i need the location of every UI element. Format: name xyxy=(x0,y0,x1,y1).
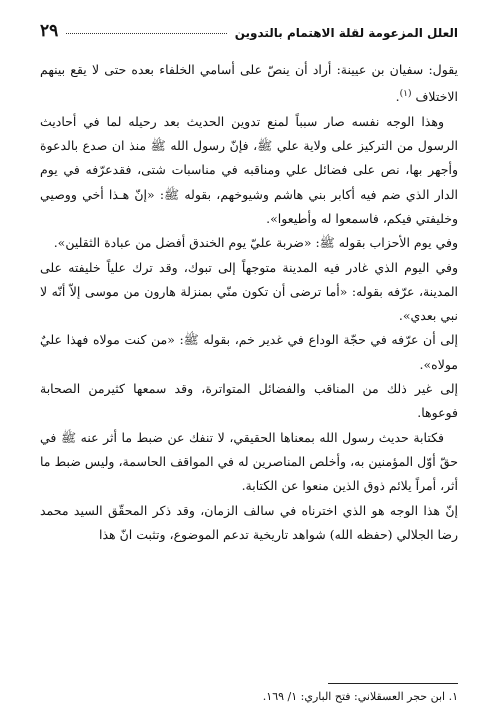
paragraph: إلى غير ذلك من المناقب والفضائل المتواترة، وقد سمعها كثيرمن الصحابة فوعوها. xyxy=(40,381,458,421)
paragraph: وفي يوم الأحزاب بقوله ﷺ: «ضربة عليّ يوم الخندق أفضل من عبادة الثقلين». xyxy=(53,235,458,251)
paragraph: إلى أن عرّفه في حجّة الوداع في غدير خم، بقوله ﷺ: «من كنت مولاه فهذا عليٌ مولاه». xyxy=(40,332,458,372)
page-number: ٢٩ xyxy=(40,21,59,41)
paragraph: يقول: سفيان بن عيينة: أراد أن ينصّ على أسامي الخلفاء بعده حتى لا يقع بينهم الاختلاف $^{(١)}$. xyxy=(40,62,458,105)
paragraph: فكتابة حديث رسول الله بمعناها الحقيقي، لا تنفك عن ضبط ما أثر عنه ﷺ في حقّ أوّل المؤمنين به، وأخلص المناصرين له في المواقف الحاسمة، وليس ضبط ما أثر، أمراً يلائم ذوق الذين منعوا عن الكتابة. xyxy=(40,429,458,494)
page-header xyxy=(40,14,458,40)
paragraph: إنّ هذا الوجه هو الذي اخترناه في سالف الزمان، وقد ذكر المحقّق السيد محمد رضا الجلالي (حفظه الله) شواهد تاريخية تدعم الموضوع، وتثبت انّ هذا xyxy=(40,502,458,542)
paragraph-text: يقول: سفيان بن عيينة: أراد أن ينصّ على أسامي الخلفاء بعده حتى لا يقع بينهم الاختلاف xyxy=(40,62,458,105)
footnote: ١. ابن حجر العسقلاني: فتح الباري: ١/ ١٦٩. xyxy=(262,690,458,703)
paragraph: وهذا الوجه نفسه صار سبباً لمنع تدوين الحديث بعد رحيله لما في أحاديث الرسول من التركيز على ولاية علي ﷺ، فإنّ رسول الله ﷺ منذ ان صدع بالدعوة وأجهر بها، نص على فضائل علي ومناقبه في مناسبات شتى، فقدعرّفه في يوم الدار الذي ضم فيه أكابر بني هاشم وشيوخهم، بقوله ﷺ: «إنّ هـذا أخي ووصيي وخليفتي فيكم، فاسمعوا له وأطيعوا». xyxy=(40,113,458,226)
footnote-separator xyxy=(328,683,458,684)
header-dotted-leader xyxy=(66,33,226,34)
paragraph: وفي اليوم الذي غادر فيه المدينة متوجهاً إلى تبوك، وقد ترك علياً خليفته على المدينة، عرّفه بقوله: «أما ترضى أن تكون منّي بمنزلة هارون من موسى إلاّ أنّه لا نبي بعدي». xyxy=(40,259,458,324)
running-title: العلل المزعومة لقلة الاهتمام بالتدوين xyxy=(234,26,458,40)
body-text xyxy=(40,58,458,547)
footnote-marker: (١) xyxy=(399,89,412,100)
